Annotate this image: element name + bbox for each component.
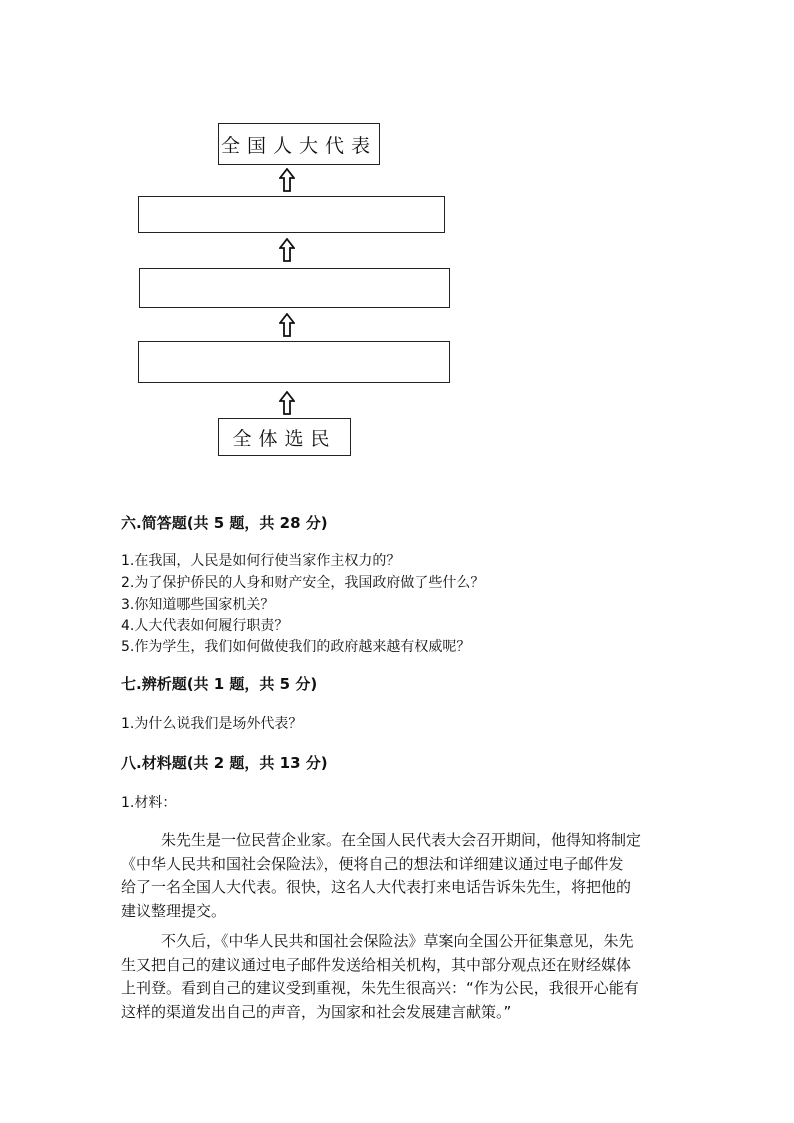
question-item: 1.为什么说我们是场外代表？ bbox=[121, 716, 303, 732]
paragraph-line: 朱先生是一位民营企业家。在全国人民代表大会召开期间，他得知将制定 bbox=[161, 831, 642, 849]
paragraph-line: 给了一名全国人大代表。很快，这名人大代表打来电话告诉朱先生，将把他的 bbox=[121, 878, 632, 896]
paragraph-line: 不久后，《中华人民共和国社会保险法》草案向全国公开征集意见，朱先 bbox=[161, 932, 634, 950]
diagram-box-all-voters: 全体选民 bbox=[218, 418, 351, 456]
question-item: 3.你知道哪些国家机关？ bbox=[121, 597, 275, 613]
paragraph-line: 这样的渠道发出自己的声音，为国家和社会发展建言献策。” bbox=[121, 1002, 512, 1021]
up-arrow-icon bbox=[279, 313, 295, 337]
material-paragraph-1 bbox=[121, 829, 681, 923]
material-paragraph-2 bbox=[121, 930, 681, 1024]
question-item: 5.作为学生，我们如何做使我们的政府越来越有权威呢？ bbox=[121, 639, 471, 655]
paragraph-line: 《中华人民共和国社会保险法》，便将自己的想法和详细建议通过电子邮件发 bbox=[121, 854, 624, 873]
diagram-blank-box-2 bbox=[139, 268, 450, 308]
material-label: 1.材料： bbox=[121, 795, 177, 811]
diagram-blank-box-3 bbox=[138, 341, 450, 383]
paragraph-line: 上刊登。看到自己的建议受到重视，朱先生很高兴：“作为公民，我很开心能有 bbox=[121, 979, 639, 997]
section-title-material: 八.材料题(共 2 题，共 13 分) bbox=[121, 754, 328, 772]
question-item: 4.人大代表如何履行职责？ bbox=[121, 618, 289, 634]
section-title-analysis: 七.辨析题(共 1 题，共 5 分) bbox=[121, 675, 318, 693]
up-arrow-icon bbox=[279, 168, 295, 192]
diagram-box-national-deputies: 全国人大代表 bbox=[218, 123, 380, 165]
question-item: 2.为了保护侨民的人身和财产安全，我国政府做了些什么？ bbox=[121, 575, 485, 591]
question-item: 1.在我国，人民是如何行使当家作主权力的？ bbox=[121, 553, 401, 569]
paragraph-line: 生又把自己的建议通过电子邮件发送给相关机构，其中部分观点还在财经媒体 bbox=[121, 955, 632, 974]
up-arrow-icon bbox=[279, 238, 295, 262]
flow-diagram bbox=[0, 0, 794, 470]
diagram-blank-box-1 bbox=[138, 196, 445, 233]
up-arrow-icon bbox=[279, 391, 295, 415]
section-title-short-answer: 六.简答题(共 5 题，共 28 分) bbox=[121, 514, 328, 532]
paragraph-line: 建议整理提交。 bbox=[121, 901, 227, 920]
